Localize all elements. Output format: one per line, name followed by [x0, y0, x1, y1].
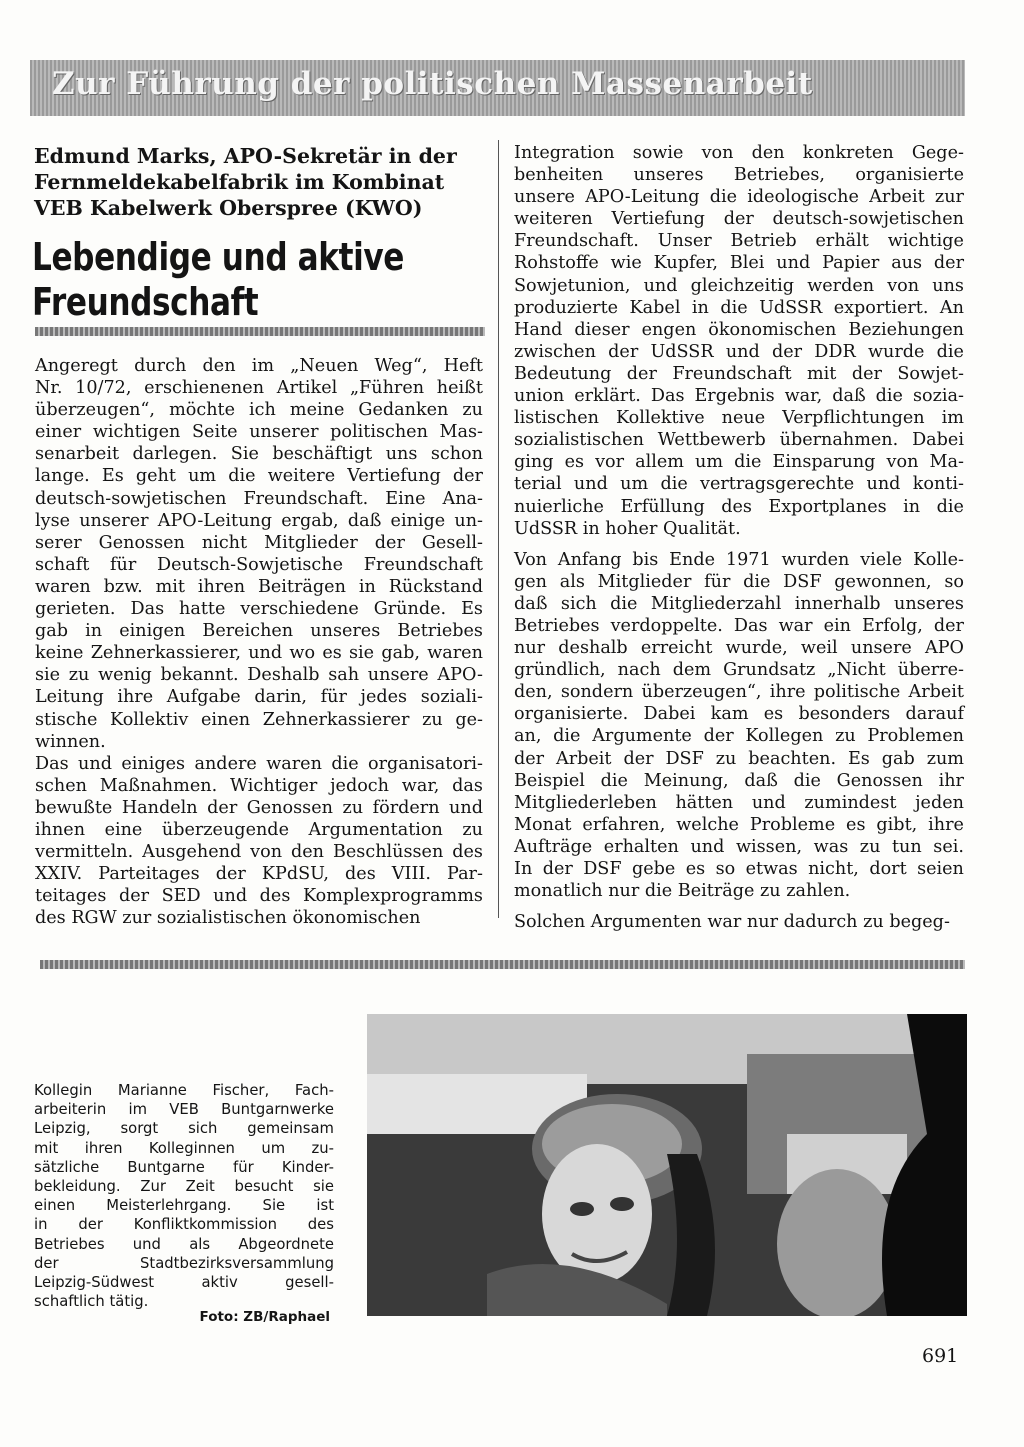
text-line: terial und um die vertragsgerechte und konti-	[514, 474, 964, 495]
text-line: einen Meisterlehrgang. Sie ist	[34, 1197, 334, 1215]
section-title: Zur Führung der politischen Massenarbeit	[52, 66, 813, 102]
text-line: union erklärt. Das Ergebnis war, daß die sozia-	[514, 386, 964, 407]
text-line: Solchen Argumenten war nur dadurch zu begeg-	[514, 912, 950, 933]
text-line: Leipzig, sorgt sich gemeinsam	[34, 1120, 334, 1138]
article-headline	[32, 235, 404, 325]
text-line: bewußte Handeln der Genossen zu fördern und	[35, 797, 483, 818]
paragraph-gap	[514, 902, 964, 911]
text-line: Integration sowie von den konkreten Gege-	[514, 143, 964, 163]
text-line: Bedeutung der Freundschaft mit der Sowjet-	[514, 363, 964, 384]
text-line: XXIV. Parteitages der KPdSU, des VIII. Par-	[35, 864, 483, 885]
text-line: arbeiterin im VEB Buntgarnwerke	[34, 1101, 334, 1119]
text-line: Betriebes verdoppelte. Das war ein Erfolg, der	[514, 615, 964, 636]
text-line: In der DSF gebe es so etwas nicht, dort seien	[514, 859, 964, 879]
text-line: produzierte Kabel in die UdSSR exportiert. An	[514, 297, 964, 318]
text-line: nur deshalb erreicht wurde, weil unsere APO	[514, 638, 964, 659]
section-divider	[40, 960, 965, 969]
text-line: Betriebes und als Abgeordnete	[34, 1235, 334, 1253]
text-line: Freundschaft. Unser Betrieb erhält wichtige	[514, 231, 964, 252]
text-line: senarbeit darlegen. Sie beschäftigt uns schon	[35, 444, 483, 465]
text-line: waren bzw. mit ihren Beiträgen in Rückstand	[35, 576, 483, 597]
text-line: Das und einiges andere waren die organisatori-	[35, 753, 483, 774]
photo-credit: Foto: ZB/Raphael	[199, 1309, 330, 1325]
text-line: schen Maßnahmen. Wichtiger jedoch war, das	[35, 775, 483, 796]
text-line: winnen.	[35, 731, 106, 752]
paragraph	[514, 911, 964, 933]
text-line: nuierliche Erfüllung des Exportplanes in die	[514, 496, 964, 517]
left-column	[35, 355, 483, 929]
text-line: schaft für Deutsch-Sowjetische Freundschaft	[35, 554, 483, 575]
paragraph	[514, 142, 964, 540]
byline-line: Edmund Marks, APO-Sekretär in der	[34, 144, 457, 168]
right-column	[514, 142, 964, 933]
headline-line: Freundschaft	[32, 280, 259, 324]
text-line: UdSSR in hoher Qualität.	[514, 518, 741, 539]
text-line: keine Zehnerkassierer, und wo es sie gab, waren	[35, 643, 483, 664]
text-line: gab in einigen Bereichen unseres Betriebes	[35, 621, 483, 642]
text-line: serer Genossen nicht Mitglieder der Gesell-	[35, 532, 483, 553]
text-line: lyse unserer APO-Leitung ergab, daß einige un-	[35, 510, 483, 531]
photo-illustration	[367, 1014, 967, 1316]
text-line: gerieten. Das hatte verschiedene Gründe. Es	[35, 599, 483, 620]
text-line: einer wichtigen Seite unserer politischen Mas-	[35, 422, 483, 443]
text-line: deutsch-sowjetischen Freundschaft. Eine Ana-	[35, 488, 483, 509]
text-line: vermitteln. Ausgehend von den Beschlüssen des	[35, 842, 483, 863]
text-line: Leitung ihre Aufgabe darin, für jedes soziali-	[35, 687, 483, 708]
text-line: daß sich die Mitgliederzahl innerhalb unseres	[514, 593, 964, 614]
section-banner	[30, 60, 965, 116]
column-divider	[498, 140, 499, 918]
text-line: sozialistischen Wettbewerb übernahmen. Dabei	[514, 430, 964, 451]
paragraph	[514, 549, 964, 903]
text-line: gründlich, nach dem Grundsatz „Nicht überre-	[514, 660, 964, 681]
text-line: sie zu wenig bekannt. Deshalb sah unsere APO-	[35, 665, 483, 686]
paragraph	[35, 355, 483, 753]
text-line: teitages der SED und des Komplexprogramms	[35, 886, 483, 907]
text-line: Nr. 10/72, erschienenen Artikel „Führen heißt	[35, 378, 483, 399]
text-line: Sowjetunion, und gleichzeitig werden von uns	[514, 275, 964, 296]
text-line: Rohstoffe wie Kupfer, Blei und Papier aus der	[514, 253, 964, 274]
author-byline	[34, 143, 484, 221]
text-line: des RGW zur sozialistischen ökonomischen	[35, 908, 421, 929]
photo-worker	[367, 1014, 967, 1316]
text-line: überzeugen“, möchte ich meine Gedanken zu	[35, 400, 483, 421]
page-number: 691	[922, 1345, 959, 1367]
text-line: Beispiel die Meinung, daß die Genossen ihr	[514, 770, 964, 791]
headline-divider	[35, 327, 485, 336]
text-line: der Arbeit der DSF zu beachten. Es gab zum	[514, 748, 964, 769]
text-line: benheiten unseres Betriebes, organisierte	[514, 165, 964, 186]
text-line: Monat erfahren, welche Probleme es gibt, ihre	[514, 814, 964, 835]
text-line: ging es vor allem um die Einsparung von Ma-	[514, 452, 964, 473]
text-line: Mitgliederleben hätten und zumindest jeden	[514, 792, 964, 813]
text-line: ihnen eine überzeugende Argumentation zu	[35, 819, 483, 840]
text-line: Aufträge erhalten und wissen, was zu tun sei.	[514, 836, 964, 857]
byline-line: Fernmeldekabelfabrik im Kombinat	[34, 170, 445, 194]
text-line: Angeregt durch den im „Neuen Weg“, Heft	[35, 356, 483, 376]
text-line: bekleidung. Zur Zeit besucht sie	[34, 1177, 334, 1195]
text-line: in der Konfliktkommission des	[34, 1216, 334, 1234]
text-line: Hand dieser engen ökonomischen Beziehungen	[514, 319, 964, 340]
paragraph-gap	[514, 540, 964, 549]
text-line: Von Anfang bis Ende 1971 wurden viele Kolle-	[514, 549, 964, 570]
photo-caption	[34, 1081, 334, 1311]
text-line: monatlich nur die Beiträge zu zahlen.	[514, 881, 851, 902]
text-line: weiteren Vertiefung der deutsch-sowjetischen	[514, 209, 964, 230]
text-line: listischen Kollektive neue Verpflichtungen im	[514, 408, 964, 429]
text-line: zwischen der UdSSR und der DDR wurde die	[514, 341, 964, 362]
text-line: organisierte. Dabei kam es besonders darauf	[514, 704, 964, 725]
text-line: unsere APO-Leitung die ideologische Arbeit zur	[514, 187, 964, 208]
text-line: sätzliche Buntgarne für Kinder-	[34, 1158, 334, 1176]
byline-line: VEB Kabelwerk Oberspree (KWO)	[34, 196, 423, 220]
text-line: an, die Argumente der Kollegen zu Problemen	[514, 726, 964, 747]
text-line: mit ihren Kolleginnen um zu-	[34, 1139, 334, 1157]
text-line: den, sondern überzeugen“, ihre politische Arbeit	[514, 682, 964, 703]
text-line: Kollegin Marianne Fischer, Fach-	[34, 1082, 334, 1099]
text-line: gen als Mitglieder für die DSF gewonnen, so	[514, 571, 964, 592]
text-line: Leipzig-Südwest aktiv gesell-	[34, 1273, 334, 1291]
text-line: der Stadtbezirksversammlung	[34, 1254, 334, 1272]
text-line: stische Kollektiv einen Zehnerkassierer zu ge-	[35, 709, 483, 730]
text-line: lange. Es geht um die weitere Vertiefung der	[35, 466, 483, 487]
text-line: schaftlich tätig.	[34, 1293, 149, 1311]
paragraph	[35, 753, 483, 930]
headline-line: Lebendige und aktive	[32, 235, 404, 279]
